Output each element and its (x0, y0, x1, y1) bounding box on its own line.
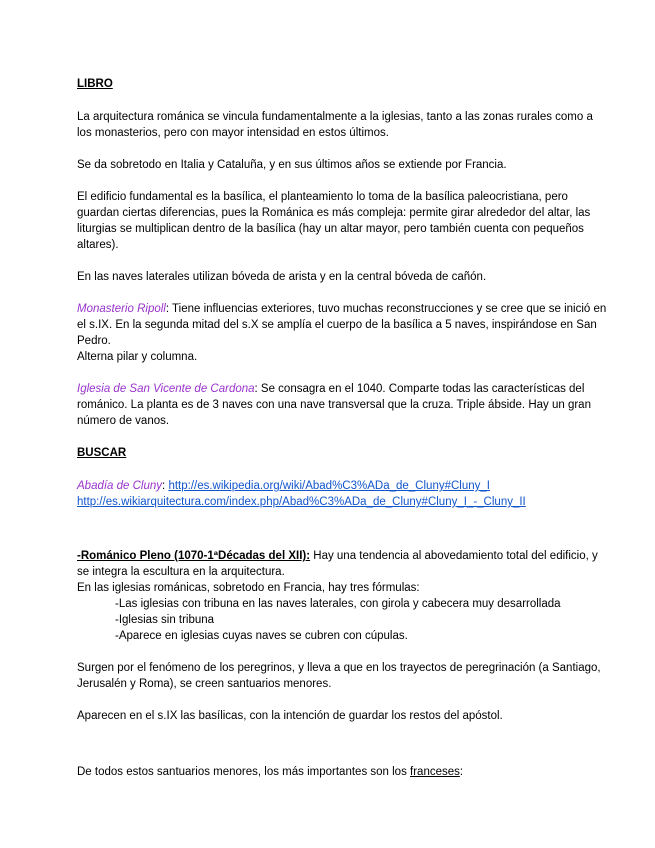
cluny-label: Abadía de Cluny (77, 480, 163, 492)
paragraph-cardona (77, 381, 607, 429)
ripoll-extra: Alterna pilar y columna. (77, 351, 198, 363)
ripoll-text: : Tiene influencias exteriores, tuvo muchas reconstrucciones y se cree que se inició en el s.IX. En la segunda mitad del s.X se amplía el cuerpo de la basílica a 5 naves, inspirándose en San Pedro. (77, 303, 607, 347)
document-page (77, 76, 607, 796)
formula-item: -Aparece en iglesias cuyas naves se cubren con cúpulas. (115, 630, 408, 642)
cluny-separator: : (162, 480, 169, 492)
franceses-post: : (459, 766, 464, 778)
formula-item: -Iglesias sin tribuna (115, 614, 215, 626)
paragraph-basilica: El edificio fundamental es la basílica, el planteamiento lo toma de la basílica paleocristiana, pero guardan ciertas diferencias, pues la Románica es más compleja: permite girar alrededor del altar, las liturgias se multiplican dentro de la basílica (hay un altar mayor, pero también cuenta con pequeños altares). (77, 191, 591, 251)
spacer (77, 740, 607, 764)
paragraph-cluny (77, 478, 607, 510)
paragraph-peregrinos: Surgen por el fenómeno de los peregrinos, y lleva a que en los trayectos de peregrinación (a Santiago, Jerusalén y Roma), se creen santuarios menores. (77, 662, 601, 690)
ripoll-label: Monasterio Ripoll (77, 303, 166, 315)
romanico-pleno-text: Hay una tendencia al abovedamiento total del edificio, y se integra la escultura en la arquitectura. (77, 550, 598, 578)
cluny-wikipedia-link[interactable]: http://es.wikipedia.org/wiki/Abad%C3%ADa_de_Cluny#Cluny_I (168, 480, 490, 492)
paragraph-franceses (77, 764, 607, 780)
paragraph-regions: Se da sobretodo en Italia y Cataluña, y en sus últimos años se extiende por Francia. (77, 159, 507, 171)
section-heading-libro: LIBRO (77, 78, 113, 90)
spacer (77, 526, 607, 548)
franceses-pre: De todos estos santuarios menores, los más importantes son los (77, 766, 411, 778)
cluny-wikiarquitectura-link[interactable]: http://es.wikiarquitectura.com/index.php/Abad%C3%ADa_de_Cluny#Cluny_I_-_Cluny_II (77, 496, 526, 508)
franceses-word: franceses (410, 766, 460, 778)
cardona-text: : Se consagra en el 1040. Comparte todas las características del románico. La planta es de 3 naves con una nave transversal que la cruza. Triple ábside. Hay un gran número de vanos. (77, 383, 591, 427)
paragraph-basilicas: Aparecen en el s.IX las basílicas, con la intención de guardar los restos del apóstol. (77, 710, 503, 722)
romanico-pleno-label: -Románico Pleno (1070-1ªDécadas del XII): (77, 550, 311, 562)
paragraph-romanico-pleno (77, 548, 607, 580)
paragraph-formulas-intro: En las iglesias románicas, sobretodo en Francia, hay tres fórmulas: (77, 582, 420, 594)
formula-item: -Las iglesias con tribuna en las naves laterales, con girola y cabecera muy desarrollada (115, 598, 561, 610)
paragraph-intro: La arquitectura románica se vincula fundamentalmente a la iglesias, tanto a las zonas rurales como a los monasterios, pero con mayor intensidad en estos últimos. (77, 111, 593, 139)
paragraph-vaults: En las naves laterales utilizan bóveda de arista y en la central bóveda de cañón. (77, 271, 487, 283)
section-heading-buscar: BUSCAR (77, 447, 127, 459)
paragraph-ripoll (77, 301, 607, 365)
cardona-label: Iglesia de San Vicente de Cardona (77, 383, 255, 395)
